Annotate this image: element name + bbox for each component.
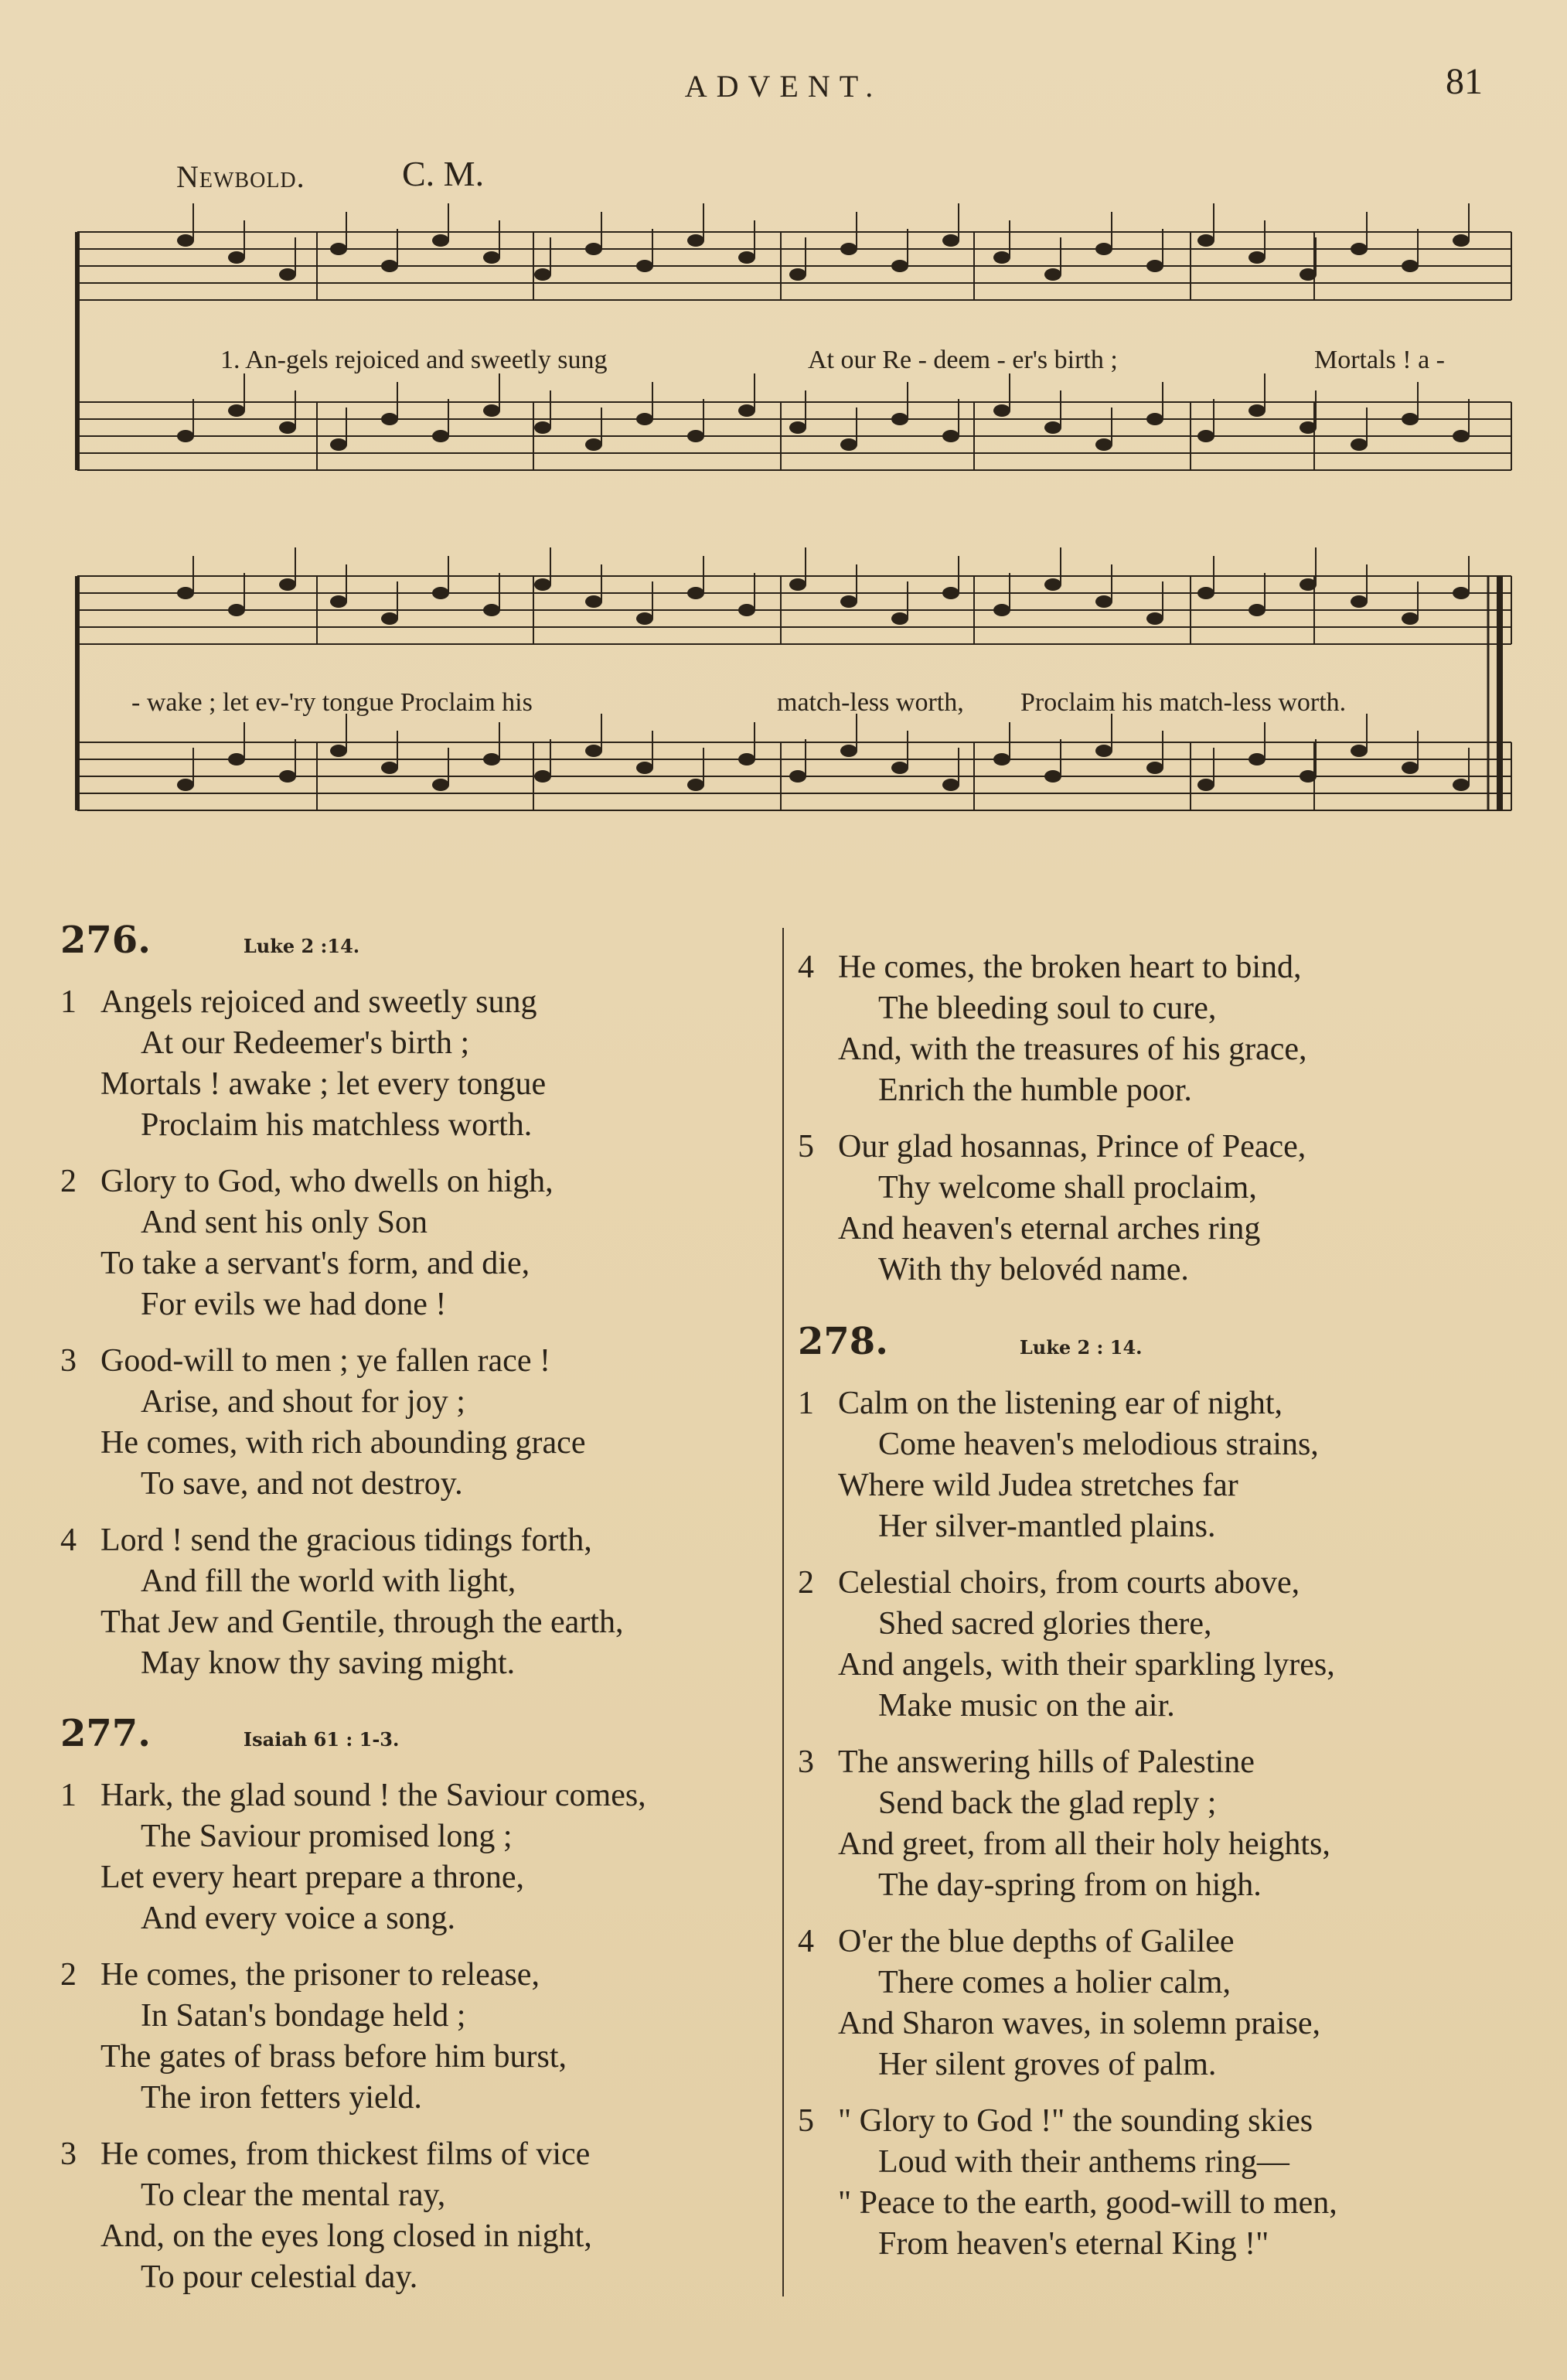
verse-text: That Jew and Gentile, through the earth, bbox=[100, 1604, 624, 1640]
verse-line bbox=[798, 1686, 1540, 1727]
verse-line bbox=[60, 2257, 772, 2298]
verse-text: He comes, the broken heart to bind, bbox=[838, 950, 1302, 985]
verse-text: " Peace to the earth, good-will to men, bbox=[838, 2185, 1337, 2221]
music-score bbox=[0, 0, 1567, 881]
verse-line bbox=[60, 1643, 772, 1684]
verse-line bbox=[60, 2078, 772, 2119]
verse-line bbox=[798, 2003, 1540, 2044]
verse-text: Lord ! send the gracious tidings forth, bbox=[100, 1522, 592, 1558]
verse-line bbox=[60, 1105, 772, 1146]
stanza bbox=[798, 2101, 1540, 2265]
lyric-line2-part1: - wake ; let ev-'ry tongue Proclaim his bbox=[131, 688, 533, 717]
left-column bbox=[60, 920, 772, 2298]
verse-line bbox=[60, 1955, 772, 1996]
column-divider bbox=[782, 928, 784, 2296]
verse-text: Calm on the listening ear of night, bbox=[838, 1386, 1283, 1421]
right-column bbox=[798, 932, 1540, 2265]
verse-line bbox=[60, 1996, 772, 2037]
verse-line bbox=[60, 1341, 772, 1382]
lyric-line1-part3: Mortals ! a - bbox=[1314, 346, 1446, 374]
stanza bbox=[798, 1921, 1540, 2085]
stanza bbox=[798, 947, 1540, 1111]
verse-line bbox=[60, 1520, 772, 1561]
verse-text: And sent his only Son bbox=[141, 1205, 428, 1240]
hymn-278 bbox=[798, 1321, 1540, 2265]
verse-text: The iron fetters yield. bbox=[141, 2080, 422, 2116]
verse-text: And heaven's eternal arches ring bbox=[838, 1211, 1261, 1246]
stanza bbox=[60, 1775, 772, 1939]
verse-line bbox=[60, 1561, 772, 1602]
stanza-number: 4 bbox=[60, 1522, 77, 1558]
stanza-number: 3 bbox=[60, 1343, 77, 1379]
verse-line bbox=[60, 1898, 772, 1939]
verse-text: And every voice a song. bbox=[141, 1901, 456, 1936]
stanza-number: 4 bbox=[798, 950, 814, 985]
verse-line bbox=[798, 1383, 1540, 1424]
verse-line bbox=[798, 1783, 1540, 1824]
verse-line bbox=[798, 1921, 1540, 1962]
stanza-number: 2 bbox=[60, 1164, 77, 1199]
verse-text: In Satan's bondage held ; bbox=[141, 1998, 466, 2034]
verse-text: He comes, the prisoner to release, bbox=[100, 1957, 540, 1993]
verse-line bbox=[798, 1424, 1540, 1465]
stanza-number: 2 bbox=[798, 1565, 814, 1601]
verse-text: And angels, with their sparkling lyres, bbox=[838, 1647, 1335, 1683]
verse-text: The day-spring from on high. bbox=[878, 1867, 1262, 1903]
verse-text: Let every heart prepare a throne, bbox=[100, 1860, 525, 1895]
tune-meter: C. M. bbox=[402, 154, 485, 193]
verse-line bbox=[60, 1023, 772, 1064]
verse-line bbox=[798, 988, 1540, 1029]
verse-text: He comes, with rich abounding grace bbox=[100, 1425, 586, 1461]
verse-text: The bleeding soul to cure, bbox=[878, 991, 1217, 1026]
lyric-line1-part2: At our Re - deem - er's birth ; bbox=[808, 346, 1118, 374]
verse-line bbox=[60, 2175, 772, 2216]
verse-line bbox=[60, 2037, 772, 2078]
verse-line bbox=[798, 2142, 1540, 2183]
verse-text: Where wild Judea stretches far bbox=[838, 1468, 1238, 1503]
stanza-number: 4 bbox=[798, 1924, 814, 1959]
scripture-ref: Luke 2 : 14. bbox=[1019, 1336, 1143, 1359]
verse-line bbox=[60, 1857, 772, 1898]
stanza bbox=[798, 1127, 1540, 1291]
verse-line bbox=[798, 1563, 1540, 1604]
stanza bbox=[60, 982, 772, 1146]
verse-line bbox=[798, 1742, 1540, 1783]
verse-text: And Sharon waves, in solemn praise, bbox=[838, 2006, 1321, 2041]
verse-line bbox=[798, 1465, 1540, 1506]
scripture-ref: Isaiah 61 : 1-3. bbox=[243, 1728, 400, 1751]
verse-text: From heaven's eternal King !" bbox=[878, 2226, 1269, 2262]
stanza-number: 1 bbox=[798, 1386, 814, 1421]
verse-line bbox=[60, 1284, 772, 1325]
verse-line bbox=[60, 1602, 772, 1643]
stanza-number: 1 bbox=[60, 1778, 77, 1813]
verse-text: And, on the eyes long closed in night, bbox=[100, 2218, 592, 2254]
verse-line bbox=[798, 947, 1540, 988]
verse-text: Glory to God, who dwells on high, bbox=[100, 1164, 554, 1199]
verse-text: Celestial choirs, from courts above, bbox=[838, 1565, 1300, 1601]
hymn-277-continued bbox=[798, 947, 1540, 1291]
stanza-number: 5 bbox=[798, 1129, 814, 1164]
tune-name: Newbold. bbox=[176, 159, 305, 194]
verse-text: To save, and not destroy. bbox=[141, 1466, 463, 1502]
running-title: ADVENT. bbox=[684, 69, 883, 104]
verse-text: To pour celestial day. bbox=[141, 2259, 418, 2295]
hymn-277 bbox=[60, 1713, 772, 2298]
verse-text: And greet, from all their holy heights, bbox=[838, 1826, 1330, 1862]
verse-text: He comes, from thickest films of vice bbox=[100, 2136, 591, 2172]
verse-text: O'er the blue depths of Galilee bbox=[838, 1924, 1235, 1959]
verse-line bbox=[60, 1423, 772, 1464]
verse-text: Angels rejoiced and sweetly sung bbox=[100, 984, 537, 1020]
hymn-number: 276. bbox=[60, 919, 151, 962]
verse-text: And, with the treasures of his grace, bbox=[838, 1031, 1307, 1067]
verse-line bbox=[798, 1070, 1540, 1111]
verse-text: Hark, the glad sound ! the Saviour comes, bbox=[100, 1778, 646, 1813]
verse-line bbox=[60, 1161, 772, 1202]
verse-text: To take a servant's form, and die, bbox=[100, 1246, 530, 1281]
verse-text: Send back the glad reply ; bbox=[878, 1785, 1217, 1821]
stanza-number: 1 bbox=[60, 984, 77, 1020]
verse-line bbox=[798, 1645, 1540, 1686]
verse-text: At our Redeemer's birth ; bbox=[141, 1025, 470, 1061]
verse-text: To clear the mental ray, bbox=[141, 2177, 446, 2213]
verse-line bbox=[60, 2216, 772, 2257]
verse-text: Come heaven's melodious strains, bbox=[878, 1427, 1319, 1462]
verse-line bbox=[798, 1127, 1540, 1168]
stanza-number: 3 bbox=[60, 2136, 77, 2172]
verse-line bbox=[60, 1775, 772, 1816]
stanza bbox=[60, 1161, 772, 1325]
verse-line bbox=[798, 2044, 1540, 2085]
verse-text: Her silent groves of palm. bbox=[878, 2047, 1217, 2082]
stanza-number: 2 bbox=[60, 1957, 77, 1993]
verse-line bbox=[798, 1168, 1540, 1209]
verse-text: Her silver-mantled plains. bbox=[878, 1509, 1216, 1544]
verse-text: Thy welcome shall proclaim, bbox=[878, 1170, 1257, 1205]
verse-line bbox=[798, 2224, 1540, 2265]
verse-text: Proclaim his matchless worth. bbox=[141, 1107, 533, 1143]
stanza bbox=[60, 1341, 772, 1505]
verse-text: " Glory to God !" the sounding skies bbox=[838, 2103, 1313, 2139]
verse-text: Loud with their anthems ring— bbox=[878, 2144, 1289, 2180]
verse-text: Mortals ! awake ; let every tongue bbox=[100, 1066, 547, 1102]
hymn-276 bbox=[60, 920, 772, 1684]
verse-line bbox=[798, 2183, 1540, 2224]
verse-line bbox=[60, 1064, 772, 1105]
scripture-ref: Luke 2 :14. bbox=[243, 935, 360, 957]
lyric-line1-part1: 1. An-gels rejoiced and sweetly sung bbox=[220, 346, 608, 374]
stanza bbox=[60, 1955, 772, 2119]
verse-line bbox=[798, 1824, 1540, 1865]
verse-line bbox=[798, 1029, 1540, 1070]
verse-line bbox=[798, 1250, 1540, 1291]
verse-text: Make music on the air. bbox=[878, 1688, 1175, 1724]
stanza-number: 3 bbox=[798, 1744, 814, 1780]
verse-text: Shed sacred glories there, bbox=[878, 1606, 1212, 1642]
hymn-number: 278. bbox=[798, 1320, 888, 1363]
verse-line bbox=[60, 1202, 772, 1243]
verse-line bbox=[60, 1464, 772, 1505]
verse-text: The gates of brass before him burst, bbox=[100, 2039, 567, 2075]
stanza bbox=[798, 1563, 1540, 1727]
verse-text: Enrich the humble poor. bbox=[878, 1072, 1192, 1108]
verse-line bbox=[798, 1604, 1540, 1645]
verse-line bbox=[798, 1209, 1540, 1250]
lyric-line2-part2: match-less worth, bbox=[777, 688, 964, 717]
verse-line bbox=[60, 982, 772, 1023]
stanza bbox=[798, 1383, 1540, 1547]
stanza bbox=[60, 2134, 772, 2298]
verse-line bbox=[60, 1816, 772, 1857]
verse-line bbox=[798, 2101, 1540, 2142]
verse-text: May know thy saving might. bbox=[141, 1645, 516, 1681]
hymn-number: 277. bbox=[60, 1712, 151, 1755]
verse-text: Our glad hosannas, Prince of Peace, bbox=[838, 1129, 1306, 1164]
stanza bbox=[60, 1520, 772, 1684]
verse-text: The answering hills of Palestine bbox=[838, 1744, 1255, 1780]
page-number: 81 bbox=[1446, 61, 1483, 102]
verse-line bbox=[60, 1382, 772, 1423]
verse-text: Good-will to men ; ye fallen race ! bbox=[100, 1343, 550, 1379]
lyric-line2-part3: Proclaim his match-less worth. bbox=[1020, 688, 1347, 717]
verse-line bbox=[798, 1865, 1540, 1906]
verse-text: Arise, and shout for joy ; bbox=[141, 1384, 465, 1420]
verse-line bbox=[60, 1243, 772, 1284]
verse-text: There comes a holier calm, bbox=[878, 1965, 1231, 2000]
verse-text: With thy belovéd name. bbox=[878, 1252, 1189, 1287]
verse-line bbox=[798, 1962, 1540, 2003]
verse-line bbox=[60, 2134, 772, 2175]
verse-text: And fill the world with light, bbox=[141, 1563, 516, 1599]
verse-line bbox=[798, 1506, 1540, 1547]
stanza-number: 5 bbox=[798, 2103, 814, 2139]
stanza bbox=[798, 1742, 1540, 1906]
verse-text: For evils we had done ! bbox=[141, 1287, 447, 1322]
verse-text: The Saviour promised long ; bbox=[141, 1819, 513, 1854]
